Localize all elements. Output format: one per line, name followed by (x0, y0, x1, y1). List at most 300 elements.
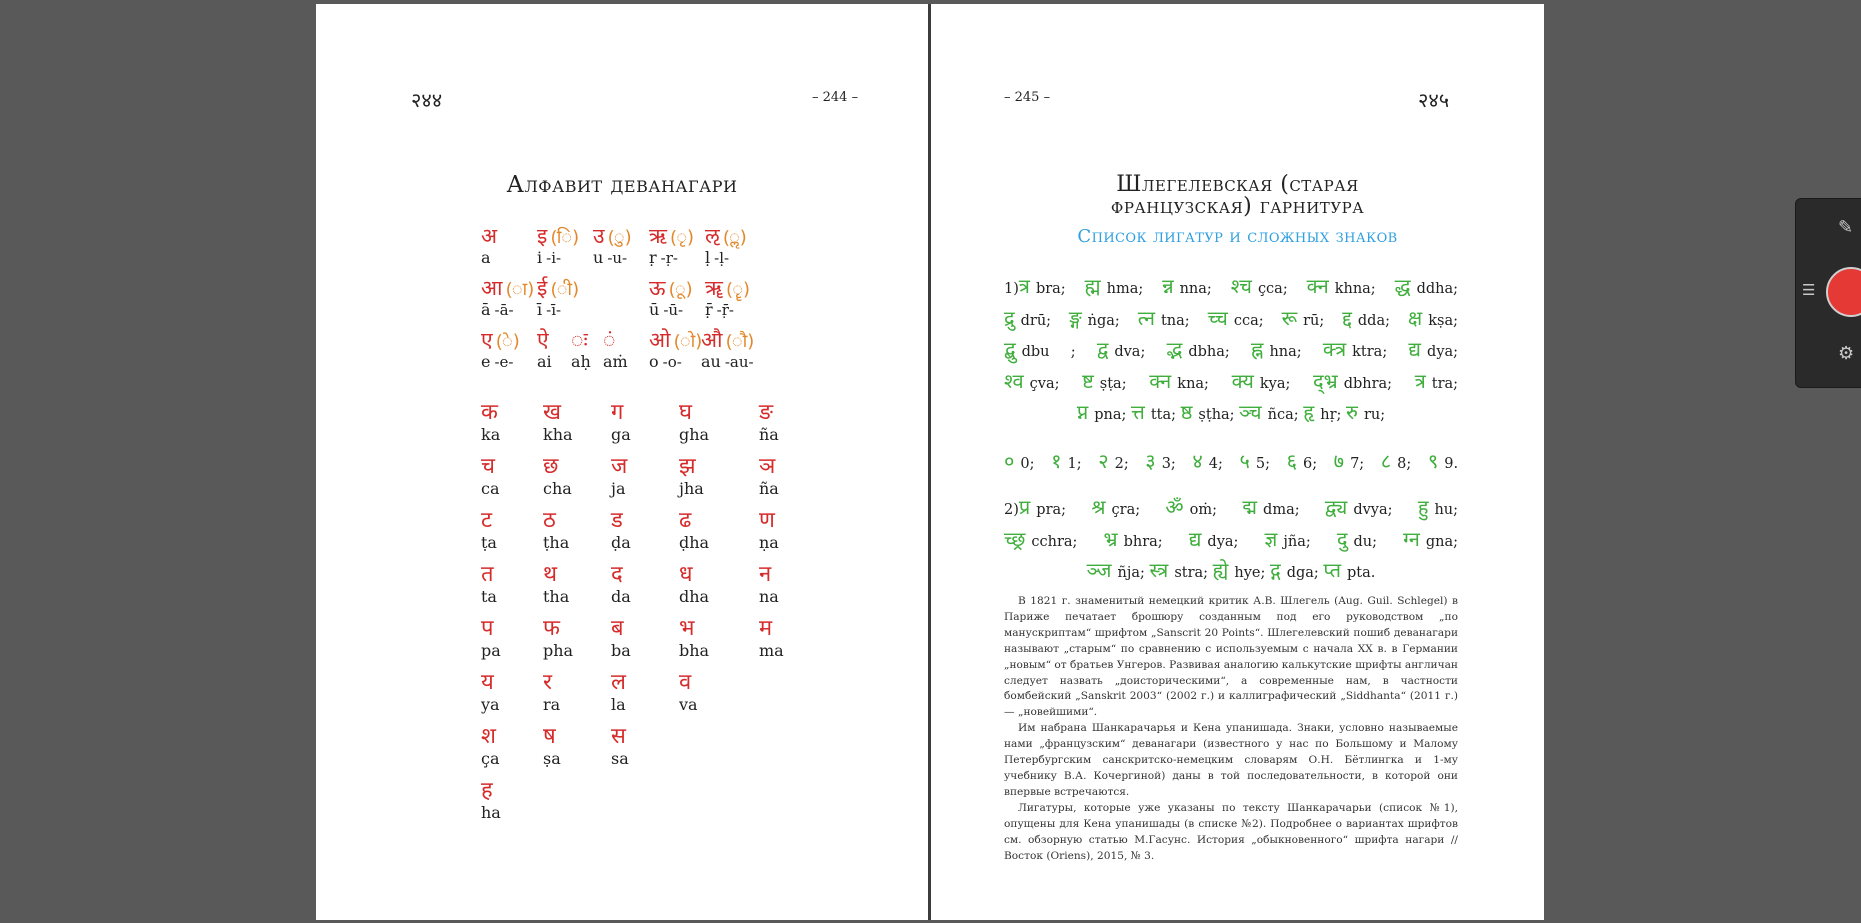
consonant-letter: ढ (679, 508, 692, 533)
vowel-cell (705, 300, 734, 319)
vowel-cell (603, 352, 628, 371)
vowel-cell (537, 326, 549, 354)
vowel-translit: au (701, 352, 721, 371)
vowel-row (481, 274, 811, 300)
consonant-translit-row (481, 423, 811, 450)
ligature-translit: stra; (1174, 565, 1209, 581)
vowel-letter: अ (481, 224, 498, 248)
ligature-item (1004, 305, 1052, 330)
ligature-item (1162, 274, 1212, 298)
list-number: 2) (1004, 502, 1019, 518)
vowel-cell (705, 248, 729, 267)
ligature-translit: dya; (1427, 344, 1459, 360)
vowel-sign-translit: -ū- (663, 301, 684, 319)
consonant-translit: ña (759, 479, 779, 498)
ligature-translit: ñca; (1267, 407, 1299, 423)
digit-glyph: १ (1051, 449, 1062, 473)
consonant-translit: ça (481, 749, 500, 768)
vowel-letter: औ (701, 328, 723, 352)
edit-icon[interactable]: ✎ (1838, 217, 1854, 238)
vowel-translit: ā (481, 300, 491, 319)
ligature-translit: du; (1353, 533, 1377, 550)
consonant-letter: घ (679, 400, 693, 425)
ligature-translit: ṣṭha; (1198, 407, 1235, 423)
ligature-item (1264, 526, 1311, 551)
ligature-glyph: भ्र (1103, 526, 1118, 551)
ligature-item (1004, 526, 1078, 551)
ligature-glyph: स्त्र (1149, 558, 1169, 582)
ligature-item (1004, 368, 1060, 393)
consonant-translit: la (611, 695, 626, 714)
ligature-item (1137, 305, 1190, 330)
consonant-row (481, 666, 811, 693)
consonant-row (481, 612, 811, 639)
vowel-cell (603, 326, 615, 354)
ligature-translit: tna; (1160, 312, 1190, 329)
consonant-translit: ña (759, 425, 779, 444)
vowel-cell (701, 352, 754, 371)
vowel-sign: (ि) (551, 227, 580, 248)
ligature-item (1242, 495, 1300, 519)
ligature-glyph: त्र (1018, 274, 1030, 298)
vowel-letter: ऐ (537, 328, 549, 352)
ligature-line (1004, 272, 1458, 304)
ligature-item (1166, 337, 1230, 361)
ligature-translit: hma; (1106, 281, 1144, 297)
record-button[interactable] (1826, 267, 1861, 317)
ligature-translit: bhra; (1123, 533, 1163, 550)
ligature-glyph: क्त्र (1322, 337, 1347, 361)
vowel-letter: उ (593, 224, 605, 248)
vowel-cell (537, 248, 561, 267)
body-paragraph: Лигатуры, которые уже указаны по тексту Шанкарачарьи (список №1), опущены для Кена упанишады (в списке №2). Подробнее о вариантах шрифтов см. обзорную статью М.Гасунс. История „обыкновенного“ шрифта нагари // Восток (Oriens), 2015, № 3. (1004, 801, 1458, 862)
vowel-translit: i (537, 248, 543, 267)
consonant-translit-row (481, 585, 811, 612)
ligature-glyph: ह्म (1084, 274, 1101, 298)
consonant-letter: थ (543, 562, 558, 587)
consonant-letter: ट (481, 508, 493, 533)
ligature-item (1180, 400, 1235, 424)
ligature-item (1306, 274, 1376, 298)
ligature-glyph: च्छ्र (1004, 526, 1026, 551)
consonant-translit: kha (543, 425, 573, 444)
ligature-glyph: रू (1281, 305, 1298, 330)
digit-item (1004, 449, 1035, 473)
ligature-item (1207, 305, 1264, 330)
consonant-translit: pa (481, 641, 501, 660)
ligature-glyph: ञ्च (1239, 400, 1262, 424)
ligature-item (1251, 337, 1302, 361)
vowel-translit: ḷ (705, 248, 711, 267)
ligature-item (1091, 495, 1141, 519)
vowel-sign-translit: -ī- (546, 301, 562, 319)
vowel-cell (481, 352, 513, 371)
vowel-cell (649, 352, 682, 371)
digit-item (1051, 449, 1082, 473)
ligature-translit: ru; (1363, 407, 1386, 423)
vowel-translit: ai (537, 352, 552, 371)
consonant-translit-row (481, 477, 811, 504)
ligature-glyph: ष्ट (1082, 368, 1094, 393)
ligature-item (1188, 526, 1239, 551)
ligature-translit: dga; (1286, 565, 1319, 581)
consonant-translit: ja (611, 479, 626, 498)
vowel-translit: ū (649, 300, 660, 319)
digit-value: 7; (1350, 456, 1365, 472)
consonant-translit-row (481, 531, 811, 558)
vowel-letter: ऊ (649, 276, 666, 300)
vowel-row (481, 352, 811, 378)
digit-item (1333, 449, 1365, 473)
ligature-item (1303, 400, 1342, 424)
digit-glyph: ३ (1145, 449, 1156, 473)
consonant-letter: ह (481, 778, 493, 803)
ligature-glyph: क्ष (1407, 305, 1423, 330)
consonant-translit: ca (481, 479, 500, 498)
vowel-cell (571, 352, 591, 371)
consonant-row (481, 396, 811, 423)
vowel-letter: इ (537, 224, 548, 248)
ligature-item (1018, 495, 1067, 519)
vowel-sign-translit: -au- (724, 353, 754, 371)
ligature-glyph: द्बु (1004, 337, 1016, 361)
digit-glyph: ९ (1427, 449, 1439, 473)
digits-line (1004, 447, 1458, 479)
ligature-translit: tta; (1150, 407, 1177, 423)
vowel-translit: ṝ (705, 300, 713, 319)
ligature-translit: bra; (1035, 281, 1066, 297)
ligature-item (1403, 526, 1458, 551)
ligature-glyph: हृ (1303, 400, 1315, 424)
ligature-item (1239, 400, 1299, 424)
vowel-sign: (ी) (551, 279, 580, 300)
consonant-letter: ग (611, 400, 624, 425)
ligature-glyph: द्भ्र (1313, 368, 1338, 393)
vowel-sign: (ु) (608, 227, 632, 248)
consonant-letter: र (543, 670, 552, 695)
vowel-cell (649, 274, 693, 302)
ligature-line (1004, 493, 1458, 525)
ligature-translit: dma; (1263, 502, 1300, 518)
vowel-sign: (े) (496, 331, 520, 352)
ligature-translit: ñja; (1117, 565, 1145, 581)
consonant-translit: ḍa (611, 533, 631, 552)
gear-icon[interactable]: ⚙ (1838, 343, 1855, 364)
consonant-translit: na (759, 587, 779, 606)
ligature-item (1417, 495, 1459, 519)
ligature-translit: çra; (1111, 502, 1141, 518)
right-title-line-2: французская) гарнитура (1110, 194, 1365, 219)
consonant-row (481, 504, 811, 531)
vowel-letter: ऌ (705, 224, 720, 248)
vowel-cell (593, 248, 627, 267)
digit-item (1145, 449, 1176, 473)
digit-glyph: ६ (1286, 449, 1297, 473)
ligature-translit: dda; (1357, 312, 1390, 329)
ligature-item (1086, 558, 1145, 582)
vowel-cell (537, 352, 552, 371)
consonant-translit: ṣa (543, 749, 561, 768)
ligature-translit: dbu ; (1021, 344, 1076, 360)
ligature-translit: pta. (1346, 565, 1376, 581)
digit-value: 9. (1444, 456, 1459, 472)
ligature-translit: hye; (1234, 565, 1266, 581)
ligature-glyph: द्व्य (1324, 495, 1348, 519)
ligature-glyph: द्भ (1166, 337, 1183, 361)
vowel-row (481, 248, 811, 274)
ligature-item (1004, 337, 1076, 361)
vowel-table (481, 222, 811, 378)
consonant-letter: य (481, 670, 494, 695)
vowel-cell (481, 300, 514, 319)
ligature-glyph: द्य (1188, 526, 1202, 551)
consonant-translit: ma (759, 641, 784, 660)
consonant-letter: म (759, 616, 773, 641)
consonant-translit: gha (679, 425, 710, 444)
ligature-translit: nna; (1179, 281, 1212, 297)
ligature-item (1336, 526, 1377, 551)
ligature-item (1068, 305, 1120, 330)
consonant-translit: ṭha (543, 533, 570, 552)
consonant-translit: ha (481, 803, 501, 822)
vowel-cell (649, 248, 678, 267)
ligature-item (1082, 368, 1127, 393)
right-page-title (931, 174, 1544, 218)
ligature-glyph: त्र (1414, 368, 1426, 393)
left-folio-devanagari: २४४ (411, 88, 443, 112)
ligature-item (1231, 368, 1291, 393)
ligature-translit: ktra; (1352, 344, 1388, 360)
ligature-translit: dbhra; (1343, 375, 1393, 392)
ligature-item (1346, 400, 1386, 424)
vowel-translit: e (481, 352, 491, 371)
vowel-sign-translit: -e- (494, 353, 514, 371)
vowel-cell (705, 274, 750, 302)
consonant-translit: ṇa (759, 533, 779, 552)
ligature-translit: jña; (1283, 533, 1311, 550)
vowel-cell (649, 326, 702, 354)
ligature-translit: pra; (1036, 502, 1067, 518)
digit-value: 1; (1067, 456, 1082, 472)
ligature-translit: çva; (1029, 375, 1060, 392)
consonant-translit: ga (611, 425, 631, 444)
ligature-translit: tra; (1431, 375, 1459, 392)
ligature-glyph: द्रु (1004, 305, 1015, 330)
ligature-item (1096, 337, 1146, 361)
ligature-item (1103, 526, 1163, 551)
ligature-glyph: क्न (1149, 368, 1172, 393)
vowel-letter: ं (603, 328, 616, 352)
vowel-cell (481, 248, 491, 267)
ligature-glyph: द्ध (1394, 274, 1411, 298)
ligature-item (1270, 558, 1319, 582)
ligature-glyph: ह्न (1251, 337, 1264, 361)
digit-item (1098, 449, 1129, 473)
ligature-item (1149, 368, 1209, 393)
consonant-letter: क (481, 400, 498, 425)
ligature-item (1018, 274, 1066, 298)
ligature-translit: ṅga; (1087, 312, 1120, 329)
vowel-sign-translit: -ḷ- (714, 249, 730, 267)
ligature-item (1407, 305, 1459, 330)
consonant-letter: द (611, 562, 623, 587)
ligature-glyph: प्न (1076, 400, 1089, 424)
ligature-glyph: ष्ठ (1180, 400, 1193, 424)
left-folio-number: – 244 – (812, 90, 859, 105)
list-icon[interactable]: ☰ (1802, 281, 1816, 299)
ligature-glyph: ग्न (1403, 526, 1420, 551)
consonant-letter: च (481, 454, 495, 479)
consonant-letter: ल (611, 670, 626, 695)
ligature-glyph: क्य (1231, 368, 1254, 393)
vowel-cell (537, 300, 561, 319)
vowel-translit: aṁ (603, 352, 628, 371)
digit-item (1286, 449, 1318, 473)
vowel-letter: ॠ (705, 276, 723, 300)
ligature-item (1324, 495, 1393, 519)
consonant-letter: त (481, 562, 494, 587)
left-page-title: Алфавит деванагари (506, 172, 738, 198)
consonant-letter: ष (543, 724, 556, 749)
digit-item (1239, 449, 1270, 473)
consonant-letter: ज (611, 454, 628, 479)
vowel-letter: आ (481, 276, 503, 300)
vowel-cell (481, 274, 534, 302)
ligature-translit: kṣa; (1428, 312, 1459, 329)
consonant-letter: ठ (543, 508, 556, 533)
body-text (1004, 594, 1458, 864)
digit-value: 5; (1255, 456, 1270, 472)
ligature-item (1323, 558, 1376, 582)
vowel-letter: ए (481, 328, 493, 352)
digit-value: 2; (1114, 456, 1129, 472)
vowel-sign: (ॄ) (726, 279, 751, 300)
consonant-translit: ba (611, 641, 631, 660)
consonant-letter: ञ (759, 454, 776, 479)
vowel-cell (705, 222, 747, 250)
ligature-line (1004, 335, 1458, 367)
consonant-row (481, 720, 811, 747)
digit-item (1192, 449, 1223, 473)
consonant-translit: ta (481, 587, 497, 606)
right-folio-devanagari: २४५ (1418, 88, 1450, 112)
consonant-letter: ड (611, 508, 623, 533)
ligature-glyph: द्द (1342, 305, 1352, 330)
vowel-row (481, 222, 811, 248)
ligature-glyph: ङ्ग (1068, 305, 1082, 330)
consonant-letter: ध (679, 562, 693, 587)
ligature-translit: dvya; (1353, 502, 1393, 518)
ligature-glyph: द्व (1096, 337, 1109, 361)
consonant-letter: भ (679, 616, 695, 641)
ligature-line (1004, 525, 1458, 557)
ligature-translit: hu; (1434, 502, 1459, 518)
consonant-letter: न (759, 562, 772, 587)
consonant-translit: da (611, 587, 631, 606)
digit-value: 4; (1208, 456, 1223, 472)
ligature-translit: dya; (1207, 533, 1239, 550)
consonant-letter: झ (679, 454, 696, 479)
consonant-translit: sa (611, 749, 629, 768)
ligature-item (1084, 274, 1144, 298)
consonant-letter: श (481, 724, 496, 749)
ligature-glyph: श्व (1004, 368, 1024, 393)
vowel-translit: aḥ (571, 352, 591, 371)
floating-toolbar (1795, 198, 1861, 388)
ligature-glyph: ॐ (1165, 495, 1184, 519)
consonant-letter: ण (759, 508, 775, 533)
ligature-item (1149, 558, 1209, 582)
ligature-glyph: ञ्ज (1086, 558, 1112, 582)
consonant-row (481, 558, 811, 585)
ligature-translit: cchra; (1031, 533, 1078, 550)
ligature-translit: çca; (1257, 281, 1288, 297)
vowel-cell (649, 300, 683, 319)
consonant-translit: ka (481, 425, 501, 444)
ligature-line (1004, 304, 1458, 336)
consonant-translit-row (481, 747, 811, 774)
consonant-translit: ya (481, 695, 500, 714)
ligature-list-subtitle: Список лигатур и сложных знаков (1077, 226, 1398, 247)
vowel-cell (481, 222, 497, 250)
consonant-translit: pha (543, 641, 574, 660)
vowel-cell (701, 326, 754, 354)
right-title-line-1: Шлегелевская (старая (1116, 172, 1359, 197)
ligature-translit: kna; (1177, 375, 1209, 392)
ligature-item (1212, 558, 1266, 582)
consonant-translit: cha (543, 479, 572, 498)
body-paragraph: В 1821 г. знаменитый немецкий критик А.В. Шлегель (Aug. Guil. Schlegel) в Париже печатает брошюру созданным под его руководством „по манускриптам“ шрифтом „Sanscrit 20 Points“. Шлегелевский пошиб деванагари называют „старым“ по сравнению с используемым с начала XX в. в Германии „новым“ от братьев Унгеров. Развивая аналогию калькутские шрифты англичан следует назвать „доисторическими“, а современные нам, в частности бомбейский „Sanskrit 2003“ (2002 г.) и каллиграфический „Siddhanta“ (2011 г.) — „новейшими“. (1004, 595, 1458, 719)
consonant-letter: छ (543, 454, 559, 479)
ligature-translit: ddha; (1416, 281, 1459, 297)
ligature-translit: dbha; (1188, 344, 1230, 360)
consonant-translit: tha (543, 587, 570, 606)
consonant-translit-row (481, 801, 811, 828)
ligature-item (1342, 305, 1390, 330)
vowel-sign: (ू) (669, 279, 693, 300)
ligature-line (1004, 556, 1458, 588)
digit-glyph: ७ (1333, 449, 1345, 473)
vowel-sign: (ा) (506, 279, 535, 300)
ligature-translit: dva; (1114, 344, 1146, 360)
ligature-glyph: श्र (1091, 495, 1106, 519)
vowel-translit: ṛ (649, 248, 657, 267)
consonant-table (481, 396, 811, 828)
vowel-cell (537, 222, 579, 250)
consonant-translit: ṭa (481, 533, 497, 552)
ligature-translit: gna; (1425, 533, 1458, 550)
vowel-letter: ऋ (649, 224, 667, 248)
ligature-glyph: श्च (1230, 274, 1252, 298)
vowel-sign: (ॢ) (723, 227, 747, 248)
vowel-letter: ः (571, 328, 588, 352)
consonant-letter: स (611, 724, 626, 749)
digit-glyph: २ (1098, 449, 1109, 473)
ligature-item (1076, 400, 1127, 424)
consonant-letter: व (679, 670, 692, 695)
vowel-sign: (ृ) (670, 227, 695, 248)
ligature-translit: kya; (1259, 375, 1291, 392)
vowel-cell (571, 326, 588, 354)
vowel-letter: ओ (649, 328, 671, 352)
ligature-item (1131, 400, 1177, 424)
ligature-translit: hna; (1269, 344, 1302, 360)
vowel-translit: o (649, 352, 659, 371)
vowel-sign-translit: -ṝ- (716, 301, 734, 319)
consonant-letter: प (481, 616, 494, 641)
ligature-glyph: प्त (1323, 558, 1341, 582)
vowel-sign-translit: -o- (662, 353, 682, 371)
